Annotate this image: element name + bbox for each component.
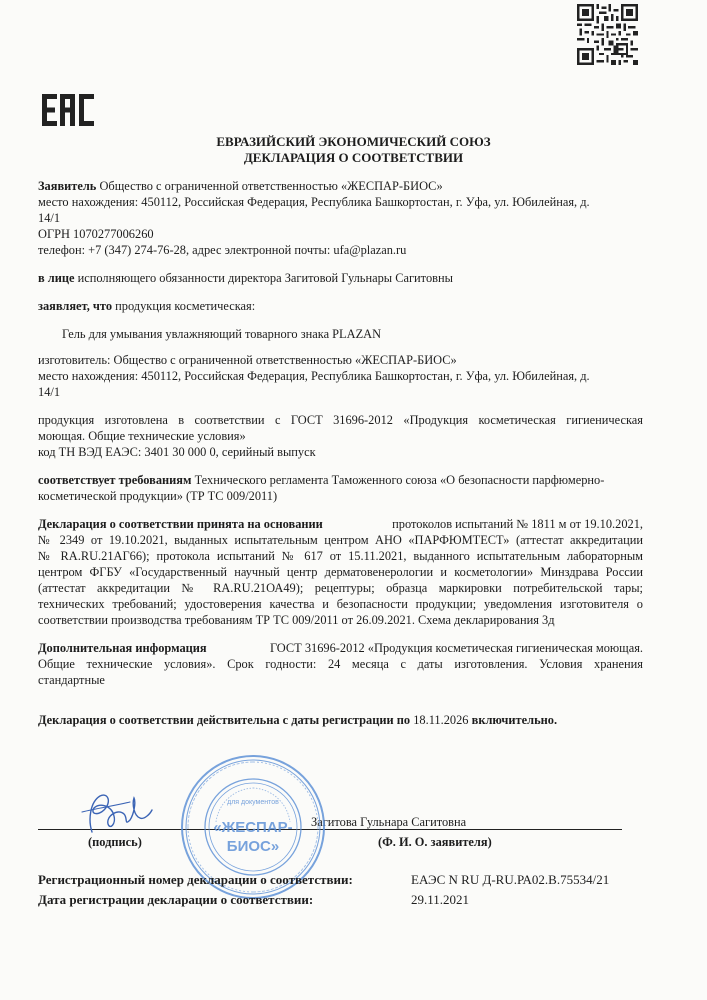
- additional-text1: ГОСТ 31696-2012 «Продукция косметическая гигиеническая моющая.: [269, 641, 643, 655]
- declares-text: продукция косметическая:: [115, 299, 256, 313]
- union-title: ЕВРАЗИЙСКИЙ ЭКОНОМИЧЕСКИЙ СОЮЗ: [216, 134, 491, 149]
- conformity-label: соответствует требованиям: [38, 473, 192, 487]
- applicant-ogrn: ОГРН 1070277006260: [38, 227, 154, 241]
- applicant-address-line2: 14/1: [38, 211, 61, 225]
- seal-center-line1: «ЖЕСПАР-: [213, 819, 293, 836]
- qr-code: [577, 4, 638, 65]
- person-text: исполняющего обязанности директора Загитовой Гульнары Сагитовны: [77, 271, 453, 285]
- validity-suffix: включительно.: [471, 713, 558, 727]
- conformity-text1: Технического регламента Таможенного союза «О безопасности парфюмерно-: [194, 473, 605, 487]
- basis-line7: соответствии производства требованиям ТР ТС 009/2011 от 26.09.2021. Схема декларирования 3д: [38, 613, 555, 627]
- applicant-line: [38, 178, 443, 194]
- applicant-label: Заявитель: [38, 179, 97, 193]
- basis-line5: (аттестат аккредитации № RA.RU.21ОА49); рецептуры; образца маркировки потребительской тары;: [38, 581, 643, 595]
- additional-label: Дополнительная информация: [38, 641, 207, 655]
- registration-date-label: Дата регистрации декларации о соответствии:: [38, 892, 314, 907]
- basis-line2: № 2349 от 19.10.2021, выданных испытательным центром АНО «ПАРФЮМТЕСТ» (аттестат аккредитации: [38, 533, 643, 547]
- registration-date-value: 29.11.2021: [411, 892, 470, 907]
- registration-number-label: Регистрационный номер декларации о соответствии:: [38, 872, 353, 887]
- production-line3: код ТН ВЭД ЕАЭС: 3401 30 000 0, серийный выпуск: [38, 445, 316, 459]
- applicant-address-line1: место нахождения: 450112, Российская Федерация, Республика Башкортостан, г. Уфа, ул. Юбилейная, д.: [38, 195, 590, 209]
- applicant-name: Общество с ограниченной ответственностью «ЖЕСПАР-БИОС»: [99, 179, 443, 193]
- additional-line1: [38, 640, 643, 656]
- declaration-title: ДЕКЛАРАЦИЯ О СООТВЕТСТВИИ: [243, 150, 464, 165]
- declares-line: [38, 298, 255, 314]
- production-line1: продукция изготовлена в соответствии с ГОСТ 31696-2012 «Продукция косметическая гигиеническая: [38, 413, 643, 427]
- additional-line2: Общие технические условия». Срок годности: 24 месяца с даты изготовления. Условия хранения: [38, 657, 643, 671]
- person-line: [38, 270, 453, 286]
- basis-line3: № RA.RU.21АГ66); протокола испытаний № 617 от 15.11.2021, выданного испытательным лабораторным: [38, 549, 643, 563]
- validity-date: 18.11.2026: [413, 713, 469, 727]
- seal-center-line2: БИОС»: [226, 838, 280, 855]
- product-name: Гель для умывания увлажняющий товарного знака PLAZAN: [62, 327, 382, 341]
- declares-label: заявляет, что: [38, 299, 113, 313]
- basis-text1: протоколов испытаний № 1811 м от 19.10.2021,: [392, 517, 643, 531]
- validity-prefix: Декларация о соответствии действительна с даты регистрации по: [38, 713, 411, 727]
- production-line2: моющая. Общие технические условия»: [38, 429, 246, 443]
- registration-number-value: ЕАЭС N RU Д-RU.РА02.В.75534/21: [411, 872, 610, 887]
- manufacturer-line3: 14/1: [38, 385, 61, 399]
- signer-name: Загитова Гульнара Сагитовна: [311, 815, 467, 829]
- seal-small-text: для документов: [227, 799, 279, 806]
- eac-mark-logo: [40, 92, 96, 128]
- basis-line1: [38, 516, 643, 532]
- person-label: в лице: [38, 271, 75, 285]
- manufacturer-line1: изготовитель: Общество с ограниченной ответственностью «ЖЕСПАР-БИОС»: [38, 353, 457, 367]
- applicant-contacts: телефон: +7 (347) 274-76-28, адрес электронной почты: ufa@plazan.ru: [38, 243, 407, 257]
- basis-line4: центром ФГБУ «Государственный научный центр дерматовенерологии и косметологии» Минздрава России: [38, 565, 643, 579]
- handwritten-signature: [78, 790, 156, 838]
- additional-line3: стандартные: [38, 673, 105, 687]
- manufacturer-line2: место нахождения: 450112, Российская Федерация, Республика Башкортостан, г. Уфа, ул. Юбилейная, д.: [38, 369, 590, 383]
- conformity-line1: [38, 472, 604, 488]
- validity-line: [38, 712, 557, 728]
- sign-caption: (подпись): [88, 835, 142, 849]
- basis-label: Декларация о соответствии принята на основании: [38, 517, 323, 531]
- name-caption: (Ф. И. О. заявителя): [378, 835, 492, 849]
- conformity-line2: косметической продукции» (ТР ТС 009/2011): [38, 489, 278, 503]
- basis-line6: технических требований; удостоверения качества и безопасности продукции; уведомления изготовителя о: [38, 597, 643, 611]
